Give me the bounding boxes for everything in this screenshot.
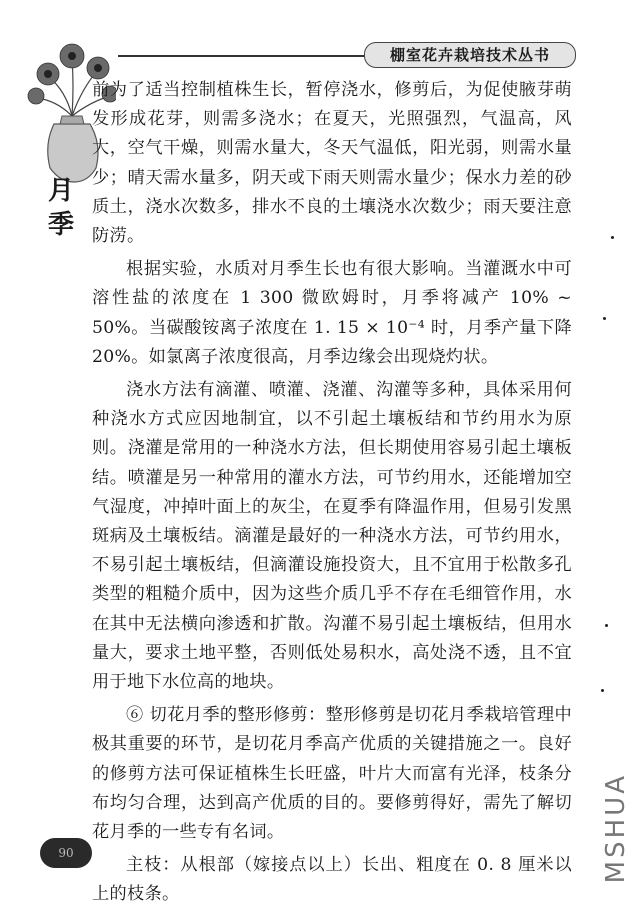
scan-speck: [601, 689, 604, 692]
chapter-side-label: 月季: [47, 176, 74, 240]
paragraph: 主枝：从根部（嫁接点以上）长出、粗度在 0. 8 厘米以上的枝条。: [92, 855, 572, 905]
paragraph: 浇水方法有滴灌、喷灌、浇灌、沟灌等多种，具体采用何种浇水方式应因地制宜，以不引起土壤板结和节约用水为原则。浇灌是常用的一种浇水方法，但长期使用容易引起土壤板结。喷灌是另一种常用的灌水方法，可节约用水，还能增加空气湿度，冲掉叶面上的灰尘，在夏季有降温作用，但易引发黑斑病及土壤板结。滴灌是最好的一种浇水方法，可节约用水，不易引起土壤板结，但滴灌设施投资大，且不宜用于松散多孔类型的粗糙介质中，因为这些介质几乎不存在毛细管作用，水在其中无法横向渗透和扩散。沟灌不易引起土壤板结，但用水量大，要求土地平整，否则低处易积水，高处浇不透，且不宜用于地下水位高的地块。: [92, 380, 572, 693]
scan-speck: [605, 624, 608, 627]
series-title: 棚室花卉栽培技术丛书: [364, 42, 576, 68]
paragraph: 根据实验，水质对月季生长也有很大影响。当灌溉水中可溶性盐的浓度在 1 300 微欧姆时，月季将减产 10% ~ 50%。当碳酸铵离子浓度在 1. 15 × 10⁻⁴ 时，月季产量下降 20%。如氯离子浓度很高，月季边缘会出现烧灼状。: [92, 259, 572, 367]
paragraph: ⑥ 切花月季的整形修剪：整形修剪是切花月季栽培管理中极其重要的环节，是切花月季高产优质的关键措施之一。良好的修剪方法可保证植株生长旺盛，叶片大而富有光泽，枝条分布均匀合理，达到高产优质的目的。要修剪得好，需先了解切花月季的一些专有名词。: [92, 705, 572, 843]
scan-speck: [603, 317, 606, 320]
header-rule: [118, 55, 368, 57]
page-number: 90: [40, 838, 92, 868]
scan-speck: [611, 236, 614, 239]
body-text: [92, 76, 572, 910]
watermark: MSHUA: [601, 772, 631, 883]
paragraph: 前为了适当控制植株生长，暂停浇水，修剪后，为促使腋芽萌发形成花芽，则需多浇水；在夏天，光照强烈，气温高，风大，空气干燥，则需水量大，冬天气温低，阳光弱，则需水量少；晴天需水量多，阴天或下雨天则需水量少；保水力差的砂质土，浇水次数多，排水不良的土壤浇水次数少；雨天要注意防涝。: [92, 80, 572, 247]
